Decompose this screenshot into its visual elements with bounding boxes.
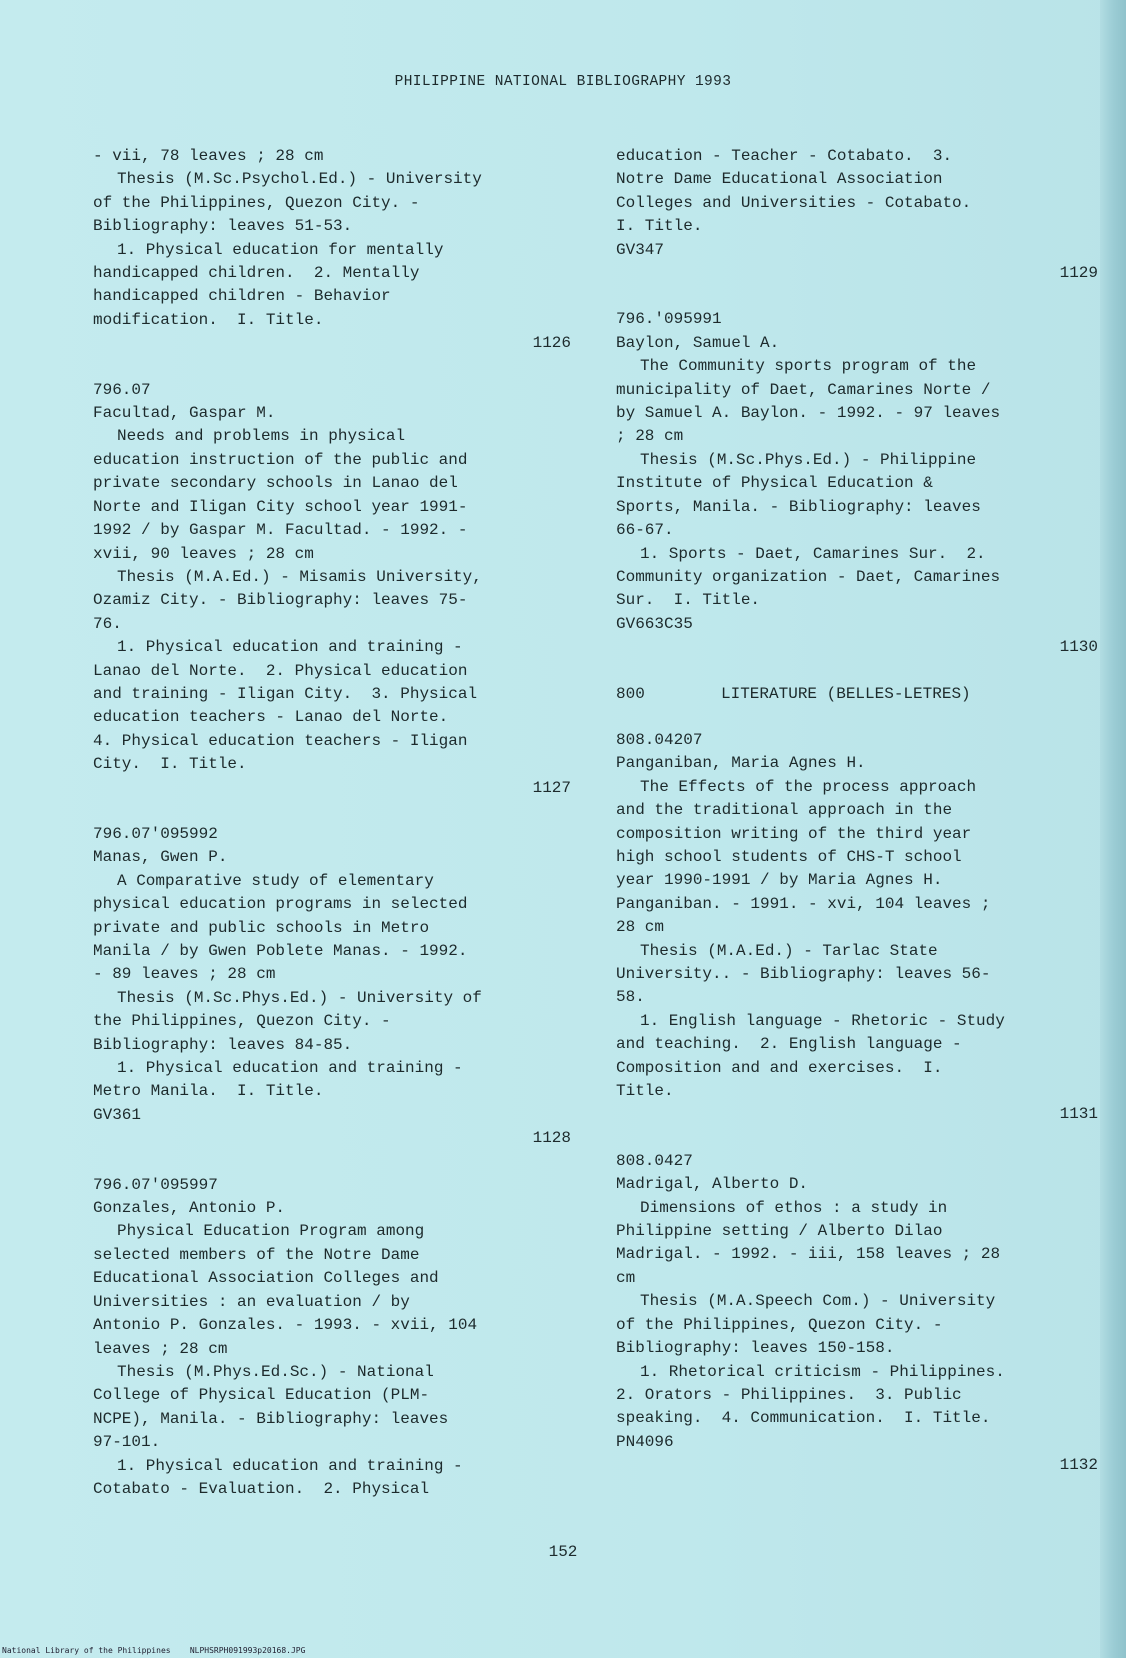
entry-line: University.. - Bibliography: leaves 56- xyxy=(616,965,991,983)
entry-line: private secondary schools in Lanao del xyxy=(93,474,458,493)
entry-line: 1. Physical education for mentally xyxy=(117,240,444,259)
entry-line: physical education programs in selected xyxy=(93,895,468,914)
entry-number: 1132 xyxy=(1059,1456,1098,1475)
entry-line: Antonio P. Gonzales. - 1993. - xvii, 104 xyxy=(93,1316,478,1335)
entry-line: municipality of Daet, Camarines Norte / xyxy=(616,380,991,399)
entry-line: 1992 / by Gaspar M. Facultad. - 1992. - xyxy=(93,521,468,540)
entry-1131 xyxy=(616,729,1098,1127)
entry-line: 1. Physical education and training - xyxy=(117,638,463,657)
entry-line: Physical Education Program among xyxy=(117,1222,425,1241)
entry-line: high school students of CHS-T school xyxy=(616,847,962,866)
author: Madrigal, Alberto D. xyxy=(616,1175,809,1194)
entry-number: 1131 xyxy=(1059,1105,1098,1124)
entry-number: 1128 xyxy=(532,1129,571,1148)
entry-line: education - Teacher - Cotabato. 3. xyxy=(616,147,953,165)
entry-line: cm xyxy=(616,1268,636,1287)
entry-number: 1127 xyxy=(532,778,571,797)
entry-1129-start xyxy=(93,1174,571,1502)
entry-line: NCPE), Manila. - Bibliography: leaves xyxy=(93,1409,449,1428)
entry-line: handicapped children - Behavior xyxy=(93,287,391,306)
entry-line: Bibliography: leaves 51-53. xyxy=(93,217,353,236)
entry-line: Panganiban. - 1991. - xvi, 104 leaves ; xyxy=(616,894,991,913)
entry-line: Community organization - Daet, Camarines xyxy=(616,567,1001,586)
page-number: 152 xyxy=(548,1543,578,1561)
entry-1129-end xyxy=(616,145,1098,285)
entry-line: - 89 leaves ; 28 cm xyxy=(93,965,276,984)
entry-line: 2. Orators - Philippines. 3. Public xyxy=(616,1385,962,1404)
entry-1126 xyxy=(93,145,571,356)
author: Panganiban, Maria Agnes H. xyxy=(616,754,866,773)
entry-line: 1. Physical education and training - xyxy=(117,1456,463,1475)
entry-line: Notre Dame Educational Association xyxy=(616,170,943,189)
entry-line: Thesis (M.A.Speech Com.) - University xyxy=(640,1292,996,1311)
entry-line: 58. xyxy=(616,988,645,1007)
entry-line: Institute of Physical Education & xyxy=(616,474,933,493)
entry-line: education instruction of the public and xyxy=(93,450,468,469)
entry-1127 xyxy=(93,379,571,800)
call-number: 796.'095991 xyxy=(616,310,722,329)
entry-line: Manila / by Gwen Poblete Manas. - 1992. xyxy=(93,942,468,960)
call-number: 796.07'095997 xyxy=(93,1175,218,1194)
entry-line: Title. xyxy=(616,1082,674,1101)
entry-line: and teaching. 2. English language - xyxy=(616,1035,962,1054)
section-code: 800 xyxy=(616,684,645,703)
entry-line: composition writing of the third year xyxy=(616,824,972,843)
entry-line: Thesis (M.Sc.Phys.Ed.) - Philippine xyxy=(640,450,977,469)
entry-line: Metro Manila. I. Title. xyxy=(93,1082,324,1101)
author: Gonzales, Antonio P. xyxy=(93,1199,286,1218)
entry-line: Philippine setting / Alberto Dilao xyxy=(616,1222,943,1241)
entry-line: Lanao del Norte. 2. Physical education xyxy=(93,661,468,680)
entry-line: 28 cm xyxy=(616,918,665,937)
author: Manas, Gwen P. xyxy=(93,848,228,867)
entry-1132 xyxy=(616,1150,1098,1478)
call-number: 808.04207 xyxy=(616,730,703,749)
call-number: 796.07'095992 xyxy=(93,824,218,843)
entry-line: Dimensions of ethos : a study in xyxy=(640,1198,948,1217)
entry-line: Needs and problems in physical xyxy=(117,427,406,446)
entry-line: leaves ; 28 cm xyxy=(93,1339,228,1358)
entry-line: Sports, Manila. - Bibliography: leaves xyxy=(616,497,981,516)
entry-line: A Comparative study of elementary xyxy=(117,871,434,890)
entry-line: handicapped children. 2. Mentally xyxy=(93,264,420,283)
entry-line: 66-67. xyxy=(616,521,674,540)
entry-line: modification. I. Title. xyxy=(93,310,324,329)
entry-line: private and public schools in Metro xyxy=(93,918,430,937)
entry-line: of the Philippines, Quezon City. - xyxy=(93,193,420,212)
entry-line: Bibliography: leaves 84-85. xyxy=(93,1035,353,1054)
entry-line: GV361 xyxy=(93,1105,142,1124)
entry-number: 1126 xyxy=(532,334,571,353)
entry-number: 1130 xyxy=(1059,638,1098,657)
entry-line: GV347 xyxy=(616,240,665,259)
entry-line: 4. Physical education teachers - Iligan xyxy=(93,731,468,750)
entry-line: 97-101. xyxy=(93,1433,161,1452)
right-column xyxy=(616,145,1098,1478)
author: Baylon, Samuel A. xyxy=(616,333,780,352)
entry-line: I. Title. xyxy=(616,217,703,236)
entry-line: 76. xyxy=(93,614,122,633)
page-edge-shadow xyxy=(1100,0,1126,1658)
entry-line: the Philippines, Quezon City. - xyxy=(93,1012,391,1031)
entry-line: by Samuel A. Baylon. - 1992. - 97 leaves xyxy=(616,404,1001,423)
entry-line: Thesis (M.Sc.Phys.Ed.) - University of xyxy=(117,988,482,1007)
entry-line: and training - Iligan City. 3. Physical xyxy=(93,684,478,703)
section-heading xyxy=(616,683,1098,706)
entry-line: of the Philippines, Quezon City. - xyxy=(616,1315,943,1334)
entry-1128 xyxy=(93,823,571,1151)
entry-line: xvii, 90 leaves ; 28 cm xyxy=(93,544,314,563)
call-number: 808.0427 xyxy=(616,1151,693,1170)
entry-line: City. I. Title. xyxy=(93,755,247,774)
entry-line: The Effects of the process approach xyxy=(640,777,977,796)
entry-line: PN4096 xyxy=(616,1432,674,1451)
entry-line: Educational Association Colleges and xyxy=(93,1269,439,1288)
entry-line: ; 28 cm xyxy=(616,427,684,446)
entry-line: Thesis (M.A.Ed.) - Misamis University, xyxy=(117,567,482,586)
entry-line: Madrigal. - 1992. - iii, 158 leaves ; 28 xyxy=(616,1245,1001,1264)
entry-line: Sur. I. Title. xyxy=(616,591,761,610)
entry-line: Colleges and Universities - Cotabato. xyxy=(616,193,972,212)
entry-line: The Community sports program of the xyxy=(640,357,977,376)
entry-line: Bibliography: leaves 150-158. xyxy=(616,1339,895,1358)
entry-line: speaking. 4. Communication. I. Title. xyxy=(616,1409,991,1428)
entry-line: Composition and and exercises. I. xyxy=(616,1058,943,1077)
left-column xyxy=(93,145,571,1501)
entry-line: Thesis (M.Sc.Psychol.Ed.) - University xyxy=(117,170,482,189)
entry-line: Norte and Iligan City school year 1991- xyxy=(93,497,468,516)
entry-line: education teachers - Lanao del Norte. xyxy=(93,708,449,727)
section-title: LITERATURE (BELLES-LETRES) xyxy=(721,684,971,703)
entry-line: Thesis (M.A.Ed.) - Tarlac State xyxy=(640,941,938,960)
entry-line: 1. Rhetorical criticism - Philippines. xyxy=(640,1362,1005,1381)
entry-line: year 1990-1991 / by Maria Agnes H. xyxy=(616,871,943,890)
call-number: 796.07 xyxy=(93,380,151,399)
entry-line: Ozamiz City. - Bibliography: leaves 75- xyxy=(93,591,468,610)
entry-line: Thesis (M.Phys.Ed.Sc.) - National xyxy=(117,1362,434,1381)
entry-line: and the traditional approach in the xyxy=(616,801,953,820)
entry-line: 1. English language - Rhetoric - Study xyxy=(640,1011,1005,1030)
entry-line: Cotabato - Evaluation. 2. Physical xyxy=(93,1479,430,1498)
entry-line: GV663C35 xyxy=(616,614,693,633)
entry-line: selected members of the Notre Dame xyxy=(93,1245,420,1264)
entry-1130 xyxy=(616,308,1098,659)
entry-line: 1. Sports - Daet, Camarines Sur. 2. xyxy=(640,544,986,563)
entry-line: - vii, 78 leaves ; 28 cm xyxy=(93,147,324,165)
author: Facultad, Gaspar M. xyxy=(93,404,276,423)
entry-line: 1. Physical education and training - xyxy=(117,1059,463,1078)
scan-footer: National Library of the Philippines NLPHSRPH091993p20168.JPG xyxy=(2,1646,306,1655)
entry-line: Universities : an evaluation / by xyxy=(93,1292,410,1311)
page-header: PHILIPPINE NATIONAL BIBLIOGRAPHY 1993 xyxy=(394,74,732,90)
entry-line: College of Physical Education (PLM- xyxy=(93,1386,430,1405)
entry-number: 1129 xyxy=(1059,264,1098,283)
